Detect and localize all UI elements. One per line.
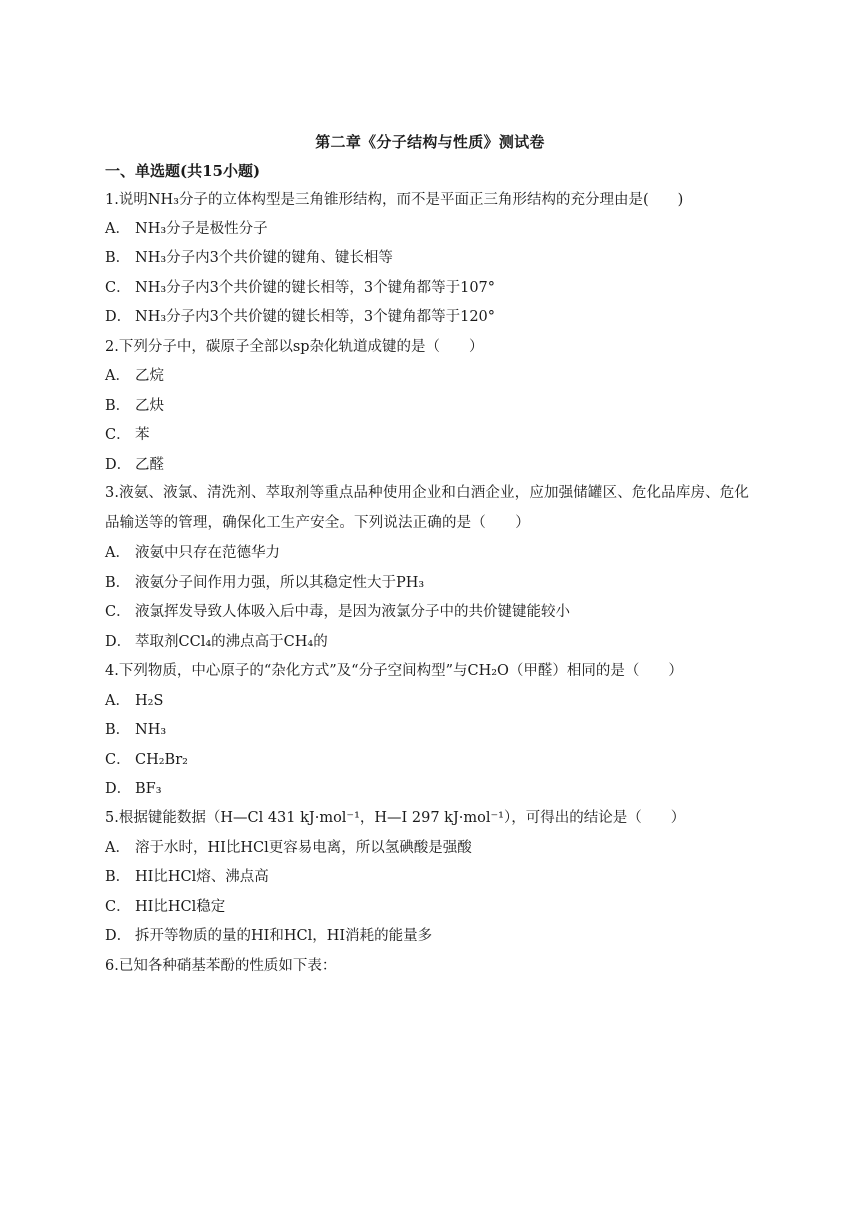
option-text: HI比HCl熔、沸点高 — [135, 869, 269, 885]
option-text: 拆开等物质的量的HI和HCl，HI消耗的能量多 — [135, 928, 433, 944]
option-text: 液氨中只存在范德华力 — [135, 545, 280, 561]
option-letter: B． — [105, 398, 131, 414]
option-text: 苯 — [135, 427, 150, 443]
option-letter: B． — [105, 250, 131, 266]
option-letter: C． — [105, 604, 131, 620]
option-letter: B． — [105, 722, 131, 738]
option-text: HI比HCl稳定 — [135, 899, 226, 915]
question-2-option-d — [105, 455, 164, 475]
question-3-option-a — [105, 543, 280, 563]
option-text: NH₃ — [135, 722, 167, 738]
option-text: 乙炔 — [135, 398, 164, 414]
question-2-option-b — [105, 396, 164, 416]
question-4-option-a — [105, 691, 163, 711]
option-letter: B． — [105, 575, 131, 591]
option-letter: C． — [105, 899, 131, 915]
document-title: 第二章《分子结构与性质》测试卷 — [315, 133, 545, 151]
question-6-stem: 6.已知各种硝基苯酚的性质如下表： — [105, 958, 337, 974]
question-5-option-a — [105, 838, 472, 858]
question-4-option-c — [105, 750, 188, 770]
question-2-option-c — [105, 425, 150, 445]
question-2-option-a — [105, 366, 164, 386]
option-text: 液氨分子间作用力强，所以其稳定性大于PH₃ — [135, 575, 425, 591]
question-5-option-c — [105, 897, 225, 917]
option-text: 溶于水时，HI比HCl更容易电离，所以氢碘酸是强酸 — [135, 840, 472, 856]
option-text: NH₃分子内3个共价键的键角、键长相等 — [135, 250, 393, 266]
option-letter: C． — [105, 752, 131, 768]
question-4-option-b — [105, 720, 166, 740]
option-letter: C． — [105, 280, 131, 296]
option-letter: A． — [105, 840, 130, 856]
question-2-stem: 2.下列分子中，碳原子全部以sp杂化轨道成键的是（ ） — [105, 339, 484, 355]
question-1-option-c — [105, 278, 495, 298]
option-text: 乙醛 — [135, 457, 164, 473]
question-5-option-d — [105, 926, 432, 946]
option-text: NH₃分子是极性分子 — [135, 221, 268, 237]
question-1-option-a — [105, 219, 268, 239]
option-letter: D． — [105, 457, 132, 473]
option-letter: A． — [105, 545, 130, 561]
option-letter: B． — [105, 869, 131, 885]
option-text: H₂S — [135, 693, 164, 709]
question-4-option-d — [105, 779, 162, 799]
question-3-option-d — [105, 632, 328, 652]
option-letter: D． — [105, 309, 132, 325]
question-5-stem: 5.根据键能数据（H—Cl 431 kJ·mol⁻¹，H—I 297 kJ·mol⁻¹），可得出的结论是（ ） — [105, 810, 686, 826]
option-text: 乙烷 — [135, 368, 164, 384]
option-letter: D． — [105, 781, 132, 797]
question-3-stem: 3.液氨、液氯、清洗剂、萃取剂等重点品种使用企业和白酒企业，应加强储罐区、危化品库房、危化品输送等的管理，确保化工生产安全。下列说法正确的是（ ） — [105, 485, 750, 531]
section-heading: 一、单选题(共15小题) — [105, 162, 261, 180]
option-letter: A． — [105, 693, 130, 709]
question-1-option-b — [105, 248, 393, 268]
question-4-stem: 4.下列物质，中心原子的“杂化方式”及“分子空间构型”与CH₂O（甲醛）相同的是（ ） — [105, 663, 683, 679]
option-text: 萃取剂CCl₄的沸点高于CH₄的 — [135, 634, 328, 650]
option-letter: D． — [105, 928, 132, 944]
option-letter: D． — [105, 634, 132, 650]
option-letter: A． — [105, 368, 130, 384]
option-text: BF₃ — [135, 781, 162, 797]
question-3-option-b — [105, 573, 424, 593]
option-text: NH₃分子内3个共价键的键长相等，3个键角都等于107° — [135, 280, 496, 296]
question-1-option-d — [105, 307, 495, 327]
option-letter: C． — [105, 427, 131, 443]
question-1-stem: 1.说明NH₃分子的立体构型是三角锥形结构，而不是平面正三角形结构的充分理由是( ) — [105, 192, 684, 208]
option-text: NH₃分子内3个共价键的键长相等，3个键角都等于120° — [135, 309, 496, 325]
question-5-option-b — [105, 867, 269, 887]
option-text: 液氯挥发导致人体吸入后中毒，是因为液氯分子中的共价键键能较小 — [135, 604, 570, 620]
question-3-option-c — [105, 602, 570, 622]
option-text: CH₂Br₂ — [135, 752, 188, 768]
option-letter: A． — [105, 221, 130, 237]
